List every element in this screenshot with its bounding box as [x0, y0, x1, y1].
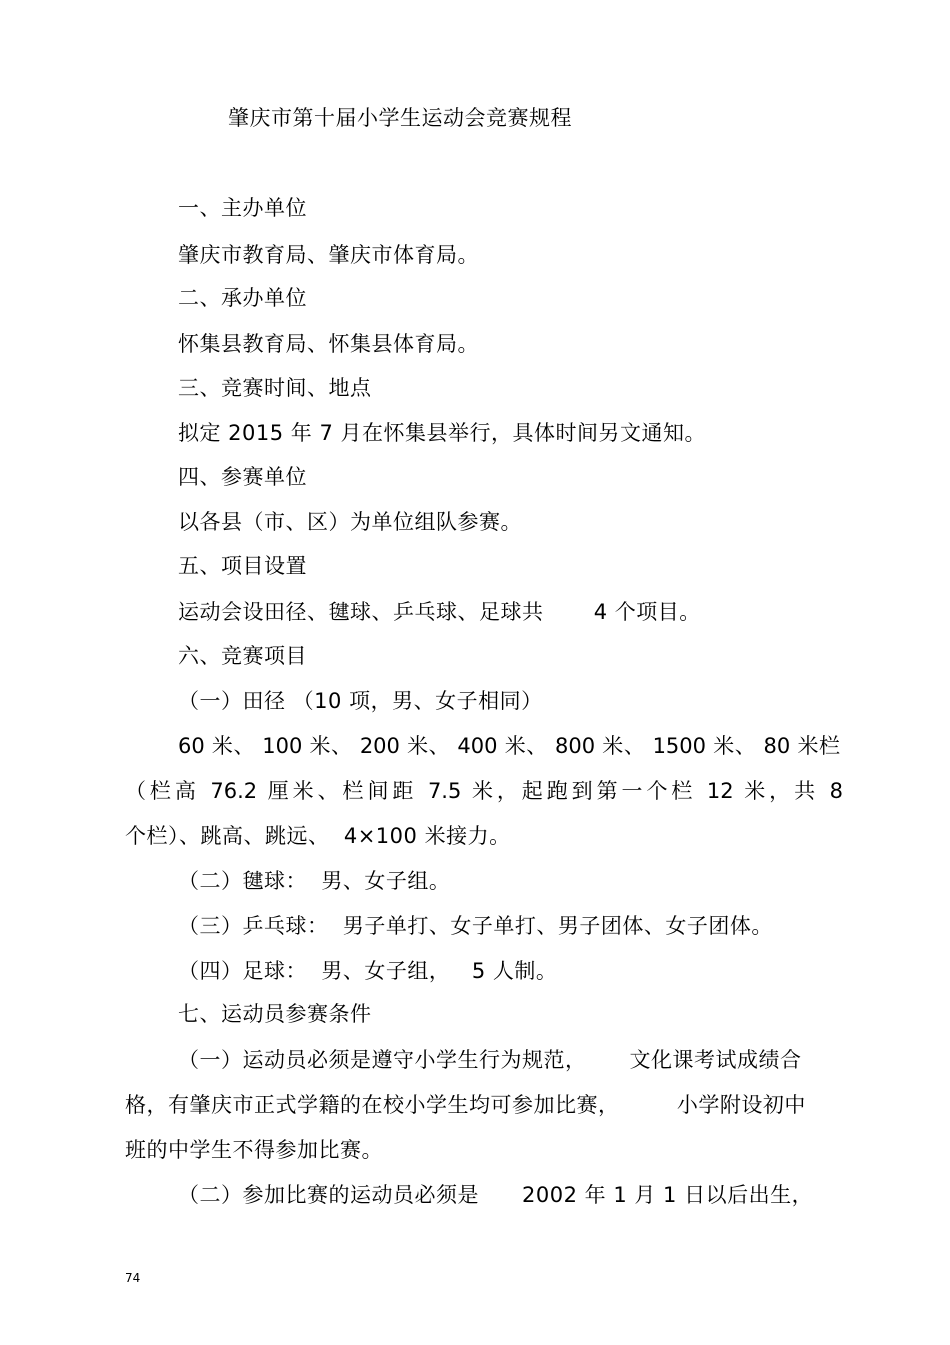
- section-heading: 七、运动员参赛条件: [178, 1002, 372, 1026]
- paragraph-line: 格，有肇庆市正式学籍的在校小学生均可参加比赛， 小学附设初中: [125, 1093, 806, 1117]
- subsection-line: （二）毽球： 男、女子组。: [178, 869, 451, 893]
- paragraph-line: 怀集县教育局、怀集县体育局。: [178, 332, 479, 356]
- paragraph-line: 班的中学生不得参加比赛。: [125, 1138, 383, 1162]
- section-heading: 三、竞赛时间、地点: [178, 376, 372, 400]
- paragraph-line: 拟定 2015 年 7 月在怀集县举行，具体时间另文通知。: [178, 421, 707, 445]
- page-title: 肇庆市第十届小学生运动会竞赛规程: [228, 106, 572, 130]
- section-heading: 四、参赛单位: [178, 465, 307, 489]
- section-heading: 六、竞赛项目: [178, 644, 307, 668]
- paragraph-line: （一）运动员必须是遵守小学生行为规范， 文化课考试成绩合: [178, 1048, 802, 1072]
- subsection-line: （三）乒乓球： 男子单打、女子单打、男子团体、女子团体。: [178, 914, 773, 938]
- paragraph-line: 肇庆市教育局、肇庆市体育局。: [178, 243, 479, 267]
- paragraph-line: 运动会设田径、毽球、乒乓球、足球共 4 个项目。: [178, 600, 701, 624]
- section-heading: 二、承办单位: [178, 286, 307, 310]
- paragraph-line: （二）参加比赛的运动员必须是 2002 年 1 月 1 日以后出生，: [178, 1183, 814, 1207]
- paragraph-line: 以各县（市、区）为单位组队参赛。: [178, 510, 522, 534]
- section-heading: 一、主办单位: [178, 196, 307, 220]
- section-heading: 五、项目设置: [178, 554, 307, 578]
- paragraph-line: 个栏）、跳高、跳远、 4×100 米接力。: [125, 824, 511, 848]
- subsection-line: （四）足球： 男、女子组， 5 人制。: [178, 959, 558, 983]
- page-number: 74: [125, 1271, 141, 1285]
- paragraph-line: 60 米、 100 米、 200 米、 400 米、 800 米、 1500 米、 80 米栏: [178, 734, 840, 758]
- paragraph-line: （栏高 76.2 厘米、栏间距 7.5 米，起跑到第一个栏 12 米，共 8: [125, 779, 843, 803]
- subsection-heading: （一）田径 （10 项，男、女子相同）: [178, 689, 543, 713]
